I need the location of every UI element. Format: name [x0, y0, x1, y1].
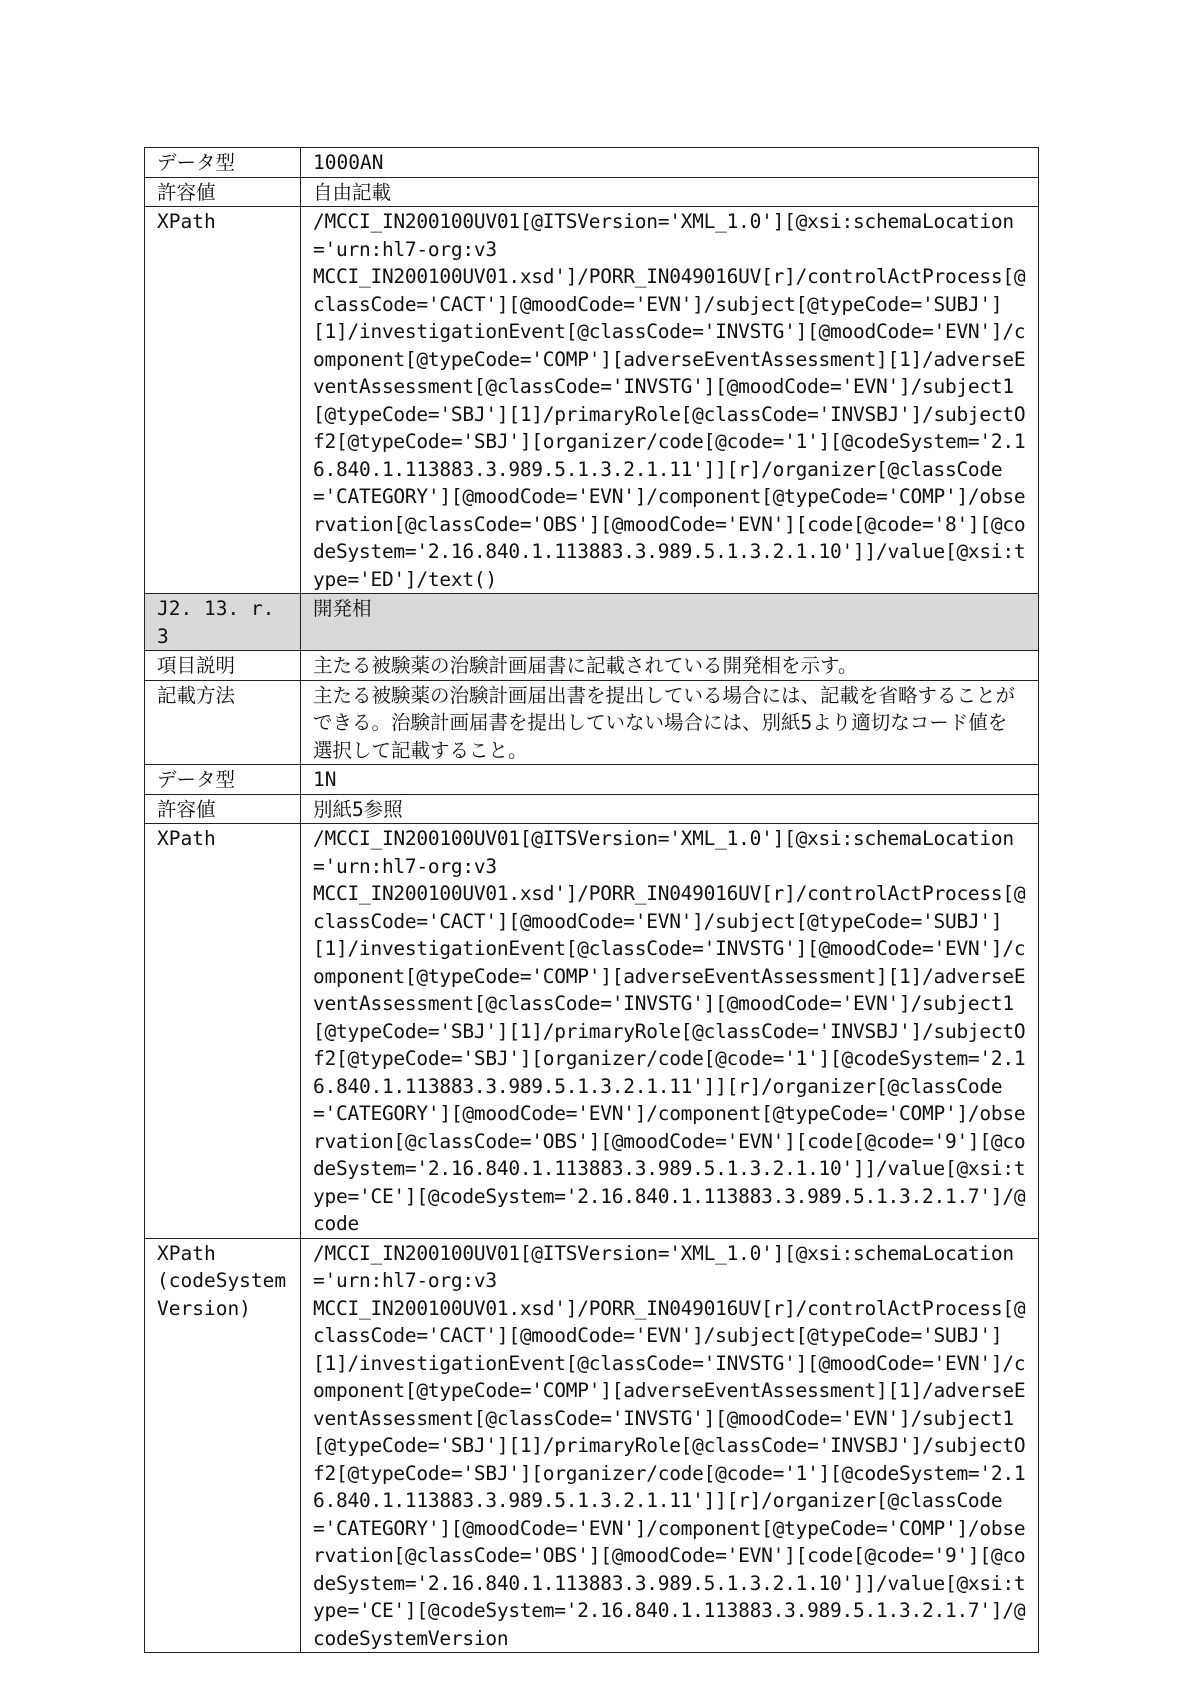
table-row [145, 651, 1039, 681]
row-label-data-type: データ型 [145, 765, 301, 795]
row-value-data-type: 1N [301, 765, 1039, 795]
table-row [145, 177, 1039, 207]
xpath-line: MCCI_IN200100UV01.xsd']/PORR_IN049016UV[r]/controlActProcess[@classCode='CACT'][@moodCode='EVN']/subject[@typeCode='SUBJ'][1]/investigationEvent[@classCode='INVSTG'][@moodCode='EVN']/component[@typeCode='COMP'][adverseEventAssessment][1]/adverseEventAssessment[@classCode='INVSTG'][@moodCode='EVN']/subject1[@typeCode='SBJ'][1]/primaryRole[@classCode='INVSBJ']/subjectOf2[@typeCode='SBJ'][organizer/code[@code='1'][@codeSystem='2.16.840.1.113883.3.989.5.1.3.2.1.11']][r]/organizer[@classCode='CATEGORY'][@moodCode='EVN']/component[@typeCode='COMP']/observation[@classCode='OBS'][@moodCode='EVN'][code[@code='8'][@codeSystem='2.16.840.1.113883.3.989.5.1.3.2.1.10']]/value[@xsi:type='ED']/text() [313, 265, 1026, 591]
row-label-data-type: データ型 [145, 148, 301, 178]
table-row [145, 680, 1039, 765]
row-value-xpath [301, 824, 1039, 1239]
section-header-row [145, 594, 1039, 651]
xpath-line: /MCCI_IN200100UV01[@ITSVersion='XML_1.0'][@xsi:schemaLocation='urn:hl7-org:v3 [313, 210, 1014, 261]
xpath-line: /MCCI_IN200100UV01[@ITSVersion='XML_1.0'][@xsi:schemaLocation='urn:hl7-org:v3 [313, 827, 1014, 878]
table-row [145, 1238, 1039, 1653]
row-value-allowed-values: 自由記載 [301, 177, 1039, 207]
section-id: J2. 13. r. 3 [145, 594, 301, 651]
table-row [145, 207, 1039, 594]
row-value-allowed-values: 別紙5参照 [301, 794, 1039, 824]
xpath-line: MCCI_IN200100UV01.xsd']/PORR_IN049016UV[r]/controlActProcess[@classCode='CACT'][@moodCode='EVN']/subject[@typeCode='SUBJ'][1]/investigationEvent[@classCode='INVSTG'][@moodCode='EVN']/component[@typeCode='COMP'][adverseEventAssessment][1]/adverseEventAssessment[@classCode='INVSTG'][@moodCode='EVN']/subject1[@typeCode='SBJ'][1]/primaryRole[@classCode='INVSBJ']/subjectOf2[@typeCode='SBJ'][organizer/code[@code='1'][@codeSystem='2.16.840.1.113883.3.989.5.1.3.2.1.11']][r]/organizer[@classCode='CATEGORY'][@moodCode='EVN']/component[@typeCode='COMP']/observation[@classCode='OBS'][@moodCode='EVN'][code[@code='9'][@codeSystem='2.16.840.1.113883.3.989.5.1.3.2.1.10']]/value[@xsi:type='CE'][@codeSystem='2.16.840.1.113883.3.989.5.1.3.2.1.7']/@codeSystemVersion [313, 1296, 1026, 1650]
row-value-xpath [301, 207, 1039, 594]
xpath-line: /MCCI_IN200100UV01[@ITSVersion='XML_1.0'][@xsi:schemaLocation='urn:hl7-org:v3 [313, 1241, 1014, 1292]
xpath-line: MCCI_IN200100UV01.xsd']/PORR_IN049016UV[r]/controlActProcess[@classCode='CACT'][@moodCode='EVN']/subject[@typeCode='SUBJ'][1]/investigationEvent[@classCode='INVSTG'][@moodCode='EVN']/component[@typeCode='COMP'][adverseEventAssessment][1]/adverseEventAssessment[@classCode='INVSTG'][@moodCode='EVN']/subject1[@typeCode='SBJ'][1]/primaryRole[@classCode='INVSBJ']/subjectOf2[@typeCode='SBJ'][organizer/code[@code='1'][@codeSystem='2.16.840.1.113883.3.989.5.1.3.2.1.11']][r]/organizer[@classCode='CATEGORY'][@moodCode='EVN']/component[@typeCode='COMP']/observation[@classCode='OBS'][@moodCode='EVN'][code[@code='9'][@codeSystem='2.16.840.1.113883.3.989.5.1.3.2.1.10']]/value[@xsi:type='CE'][@codeSystem='2.16.840.1.113883.3.989.5.1.3.2.1.7']/@code [313, 882, 1026, 1235]
row-value-xpath-code-system-version [301, 1238, 1039, 1653]
row-label-xpath: XPath [145, 207, 301, 594]
row-label-entry-method: 記載方法 [145, 680, 301, 765]
row-label-xpath: XPath [145, 824, 301, 1239]
section-title: 開発相 [301, 594, 1039, 651]
table-row [145, 148, 1039, 178]
table-row [145, 765, 1039, 795]
row-label-allowed-values: 許容値 [145, 177, 301, 207]
row-label-allowed-values: 許容値 [145, 794, 301, 824]
row-label-xpath-code-system-version: XPath (codeSystem Version) [145, 1238, 301, 1653]
table-row [145, 794, 1039, 824]
table-row [145, 824, 1039, 1239]
row-value-data-type: 1000AN [301, 148, 1039, 178]
row-value-entry-method: 主たる被験薬の治験計画届出書を提出している場合には、記載を省略することができる。治験計画届書を提出していない場合には、別紙5より適切なコード値を選択して記載すること。 [301, 680, 1039, 765]
spec-table [144, 147, 1039, 1653]
row-label-description: 項目説明 [145, 651, 301, 681]
row-value-description: 主たる被験薬の治験計画届書に記載されている開発相を示す。 [301, 651, 1039, 681]
